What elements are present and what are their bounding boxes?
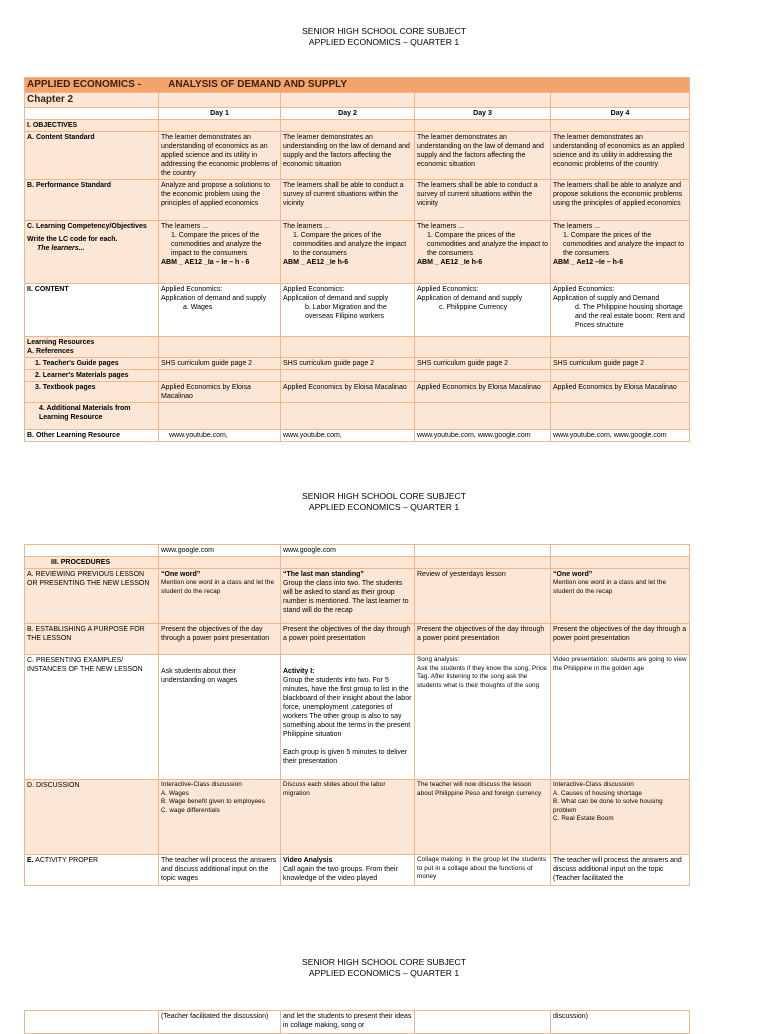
learners-label: The learners...: [37, 245, 85, 252]
competency-day3-code: ABM _ AE12 _Ie h-6: [417, 259, 483, 266]
other-resource-day1: www.youtube.com,: [159, 430, 281, 442]
discussion-day2: Discuss each slides about the labor migration: [281, 780, 415, 855]
presenting-label: C. PRESENTING EXAMPLES/ INSTANCES OF THE NEW LESSON: [25, 655, 159, 780]
discussion-day1-b: B. Wage benefit given to employees: [161, 798, 265, 806]
competency-day1: [159, 221, 281, 284]
learners-materials-row: [25, 370, 690, 382]
presenting-day1: Ask students about their understanding on wages: [159, 655, 281, 780]
content-standard-day1: The learner demonstrates an understanding of economics as an applied science and its utility in addressing the economic problems of the country: [159, 132, 281, 180]
purpose-day4: Present the objectives of the day through a power point presentation: [551, 624, 690, 655]
competency-row: [25, 221, 690, 284]
header-line-1: SENIOR HIGH SCHOOL CORE SUBJECT: [302, 957, 466, 967]
resources-label-cell: [25, 337, 159, 358]
activity-day2: [281, 855, 415, 886]
competency-day4-code: ABM _ Ae12 –Ie – h-6: [553, 259, 624, 266]
day-header-row: [25, 108, 690, 120]
other-resource-label: B. Other Learning Resource: [25, 430, 159, 442]
presenting-day3-title: Song analysis:: [417, 656, 460, 663]
header-line-2: APPLIED ECONOMICS – QUARTER 1: [308, 502, 460, 512]
procedures-label: III. PROCEDURES: [25, 557, 159, 569]
content-day3-b: Application of demand and supply: [417, 295, 523, 302]
textbook-day4: Applied Economics by Eloisa Macalinao: [551, 382, 690, 403]
teachers-guide-label: 1. Teacher's Guide pages: [25, 358, 159, 370]
discussion-day1-c: C. wage differentials: [161, 806, 221, 814]
presenting-row: [25, 655, 690, 780]
continued-day1: (Teacher facilitated the discussion): [159, 1011, 281, 1034]
objectives-row: [25, 120, 690, 132]
content-day4-c: d. The Philippine housing shortage and the real estate boom: Rent and Prices structure: [575, 304, 685, 329]
reviewing-day3: Review of yesterdays lesson: [415, 569, 551, 624]
activity-day3: Collage making: in the group let the students to put in a collage about the functions of money: [415, 855, 551, 886]
content-row: [25, 284, 690, 337]
google-day1: www.google.com: [159, 545, 281, 557]
lesson-table-3: [24, 1010, 690, 1034]
google-day2: www.google.com: [281, 545, 415, 557]
continued-row: [25, 1011, 690, 1034]
competency-day2-item: 1. Compare the prices of the commodities and analyze the impact to the consumers: [293, 232, 407, 257]
activity-day2-title: Video Analysis: [283, 857, 333, 864]
content-day1-b: Application of demand and supply: [161, 295, 267, 302]
header-line-1: SENIOR HIGH SCHOOL CORE SUBJECT: [302, 491, 466, 501]
discussion-day1-title: Interactive-Class discussion: [161, 781, 242, 788]
other-resource-day4: www.youtube.com, www.google.com: [551, 430, 690, 442]
competency-day3-item: 1. Compare the prices of the commodities and analyze the impact to the consumers: [427, 232, 549, 257]
performance-standard-day4: The learners shall be able to analyze and propose solutions the economic problems using the principles of applied economics: [551, 180, 690, 221]
discussion-day1: [159, 780, 281, 855]
textbook-row: [25, 382, 690, 403]
reviewing-day1-text: Mention one word in a class and let the student do the recap: [161, 579, 275, 595]
lesson-table-1: [24, 77, 690, 442]
discussion-row: [25, 780, 690, 855]
activity-label-text: ACTIVITY PROPER: [33, 857, 99, 864]
discussion-day4-title: Interactive-Class discussion: [553, 781, 634, 788]
purpose-label: B. ESTABLISHING A PURPOSE FOR THE LESSON: [25, 624, 159, 655]
continued-day4: discussion): [551, 1011, 690, 1034]
competency-day4-intro: The learners ...: [553, 223, 601, 230]
title-left: APPLIED ECONOMICS -: [27, 79, 141, 90]
purpose-day1: Present the objectives of the day through a power point presentation: [159, 624, 281, 655]
discussion-day4-b: B. What can be done to solve housing problem: [553, 798, 663, 814]
title-row: [25, 78, 690, 93]
page-header-1: [0, 26, 768, 48]
competency-day1-code: ABM _ AE12 _Ia – Ie – h - 6: [161, 259, 250, 266]
continued-day2: and let the students to present their ideas in collage making, song or: [281, 1011, 415, 1034]
reviewing-day4-title: “One word”: [553, 571, 593, 578]
performance-standard-label: B. Performance Standard: [25, 180, 159, 221]
presenting-day2-text: Group the students into two. For 5 minutes, have the first group to list in the blackboard of their insight about the labor force, unemployment ,categories of workers The other group is also to say something about the terms in the present Philippine situation: [283, 677, 412, 738]
competency-day1-item: 1. Compare the prices of the commodities and analyze the impact to the consumers: [171, 232, 262, 257]
discussion-label: D. DISCUSSION: [25, 780, 159, 855]
content-day2-a: Applied Economics:: [283, 286, 345, 293]
discussion-day4-c: C. Real Estate Boom: [553, 815, 614, 823]
google-row: [25, 545, 690, 557]
content-day2: [281, 284, 415, 337]
purpose-row: [25, 624, 690, 655]
reviewing-row: [25, 569, 690, 624]
activity-label-letter: E.: [27, 857, 34, 864]
textbook-day2: Applied Economics by Eloisa Macalinao: [281, 382, 415, 403]
chapter-row: [25, 93, 690, 108]
content-day3: [415, 284, 551, 337]
objectives-label: I. OBJECTIVES: [25, 120, 159, 132]
presenting-day4: Video presentation: students are going to view the Philippine in the golden age: [551, 655, 690, 780]
page-header-2: [0, 491, 768, 513]
presenting-day2: [281, 655, 415, 780]
procedures-row: [25, 557, 690, 569]
performance-standard-day3: The learners shall be able to conduct a survey of current situations within the vicinity: [415, 180, 551, 221]
other-resource-day2: www.youtube.com,: [281, 430, 415, 442]
textbook-day1: Applied Economics by Eloisa Macalinao: [159, 382, 281, 403]
references-label: A. References: [27, 348, 74, 355]
additional-materials-label: 4. Additional Materials from Learning Resource: [25, 403, 159, 430]
competency-day2: [281, 221, 415, 284]
teachers-guide-day2: SHS curriculum guide page 2: [281, 358, 415, 370]
discussion-day3: The teacher will now discuss the lesson about Philippine Peso and foreign currency: [415, 780, 551, 855]
resources-row: [25, 337, 690, 358]
day-1-header: Day 1: [159, 108, 281, 120]
day-2-header: Day 2: [281, 108, 415, 120]
activity-row: [25, 855, 690, 886]
learners-materials-label: 2. Learner's Materials pages: [25, 370, 159, 382]
other-resource-day3: www.youtube.com, www.google.com: [415, 430, 551, 442]
page-header-3: [0, 957, 768, 979]
teachers-guide-row: [25, 358, 690, 370]
content-standard-day4: The learner demonstrates an understanding of economics as an applied science and its utility in addressing the economic problems of the country: [551, 132, 690, 180]
content-day2-c: b. Labor Migration and the overseas Filipino workers: [305, 304, 387, 320]
teachers-guide-day3: SHS curriculum guide page 2: [415, 358, 551, 370]
lc-code-label: Write the LC code for each.: [27, 236, 118, 243]
content-day4-b: Application of supply and Demand: [553, 295, 660, 302]
competency-day3: [415, 221, 551, 284]
content-standard-day2: The learner demonstrates an understanding on the law of demand and supply and the factors affecting the economic situation: [281, 132, 415, 180]
performance-standard-row: [25, 180, 690, 221]
presenting-day3: [415, 655, 551, 780]
performance-standard-day1: Analyze and propose a solutions to the economic problem using the principles of applied economics: [159, 180, 281, 221]
purpose-day2: Present the objectives of the day through a power point presentation: [281, 624, 415, 655]
purpose-day3: Present the objectives of the day through a power point presentation: [415, 624, 551, 655]
activity-label: [25, 855, 159, 886]
content-day4: [551, 284, 690, 337]
day-4-header: Day 4: [551, 108, 690, 120]
reviewing-day1-title: “One word”: [161, 571, 201, 578]
performance-standard-day2: The learners shall be able to conduct a survey of current situations within the vicinity: [281, 180, 415, 221]
teachers-guide-day4: SHS curriculum guide page 2: [551, 358, 690, 370]
competency-day3-intro: The learners ...: [417, 223, 465, 230]
presenting-day3-text: Ask the students if they know the song, Price Tag. After listening to the song ask the students what is their thoughts of the song: [417, 664, 547, 689]
competency-label-cell: [25, 221, 159, 284]
activity-day2-text: Call again the two groups. From their knowledge of the video played: [283, 866, 398, 882]
learning-resources-label: Learning Resources: [27, 339, 95, 346]
competency-day1-intro: The learners ...: [161, 223, 209, 230]
content-day1-a: Applied Economics:: [161, 286, 223, 293]
competency-day4-item: 1. Compare the prices of the commodities and analyze the impact to the consumers: [563, 232, 685, 257]
teachers-guide-day1: SHS curriculum guide page 2: [159, 358, 281, 370]
content-label: II. CONTENT: [25, 284, 159, 337]
reviewing-day1: [159, 569, 281, 624]
reviewing-label: A. REVIEWING PREVIOUS LESSON OR PRESENTING THE NEW LESSON: [25, 569, 159, 624]
activity-day1: The teacher will process the answers and discuss additional input on the topic wages: [159, 855, 281, 886]
discussion-day4-a: A. Causes of housing shortage: [553, 789, 643, 797]
competency-day2-intro: The learners ...: [283, 223, 331, 230]
competency-day2-code: ABM _ AE12 _Ie h-6: [283, 259, 349, 266]
header-line-2: APPLIED ECONOMICS – QUARTER 1: [308, 968, 460, 978]
presenting-day2-note: Each group is given 5 minutes to deliver their presentation: [283, 749, 408, 765]
presenting-day2-title: Activity I:: [283, 668, 315, 675]
content-standard-day3: The learner demonstrates an understanding on the law of demand and supply and the factors affecting the economic situation: [415, 132, 551, 180]
competency-label: C. Learning Competency/Objectives: [27, 223, 147, 230]
content-day3-a: Applied Economics:: [417, 286, 479, 293]
discussion-day4: [551, 780, 690, 855]
lesson-table-2: [24, 544, 690, 886]
content-standard-label: A. Content Standard: [25, 132, 159, 180]
content-day1: [159, 284, 281, 337]
content-day1-c: a. Wages: [183, 304, 213, 311]
competency-day4: [551, 221, 690, 284]
content-standard-row: [25, 132, 690, 180]
header-line-2: APPLIED ECONOMICS – QUARTER 1: [308, 37, 460, 47]
reviewing-day4: [551, 569, 690, 624]
reviewing-day2-text: Group the class into two. The students will be asked to stand as their group number is mentioned. The last learner to stand will do the recap: [283, 580, 409, 614]
title-right: ANALYSIS OF DEMAND AND SUPPLY: [168, 79, 348, 90]
chapter-label: Chapter 2: [25, 93, 159, 108]
activity-day4: The teacher will process the answers and discuss additional input on the topic (Teacher facilitated the: [551, 855, 690, 886]
textbook-day3: Applied Economics by Eloisa Macalinao: [415, 382, 551, 403]
reviewing-day2: [281, 569, 415, 624]
discussion-day1-a: A. Wages: [161, 789, 189, 797]
reviewing-day2-title: “The last man standing”: [283, 571, 364, 578]
content-day4-a: Applied Economics:: [553, 286, 615, 293]
day-3-header: Day 3: [415, 108, 551, 120]
other-resource-row: [25, 430, 690, 442]
reviewing-day4-text: Mention one word in a class and let the student do the recap: [553, 579, 667, 595]
content-day2-b: Application of demand and supply: [283, 295, 389, 302]
header-line-1: SENIOR HIGH SCHOOL CORE SUBJECT: [302, 26, 466, 36]
content-day3-c: c. Philippine Currency: [439, 304, 508, 311]
additional-materials-row: [25, 403, 690, 430]
textbook-label: 3. Textbook pages: [25, 382, 159, 403]
